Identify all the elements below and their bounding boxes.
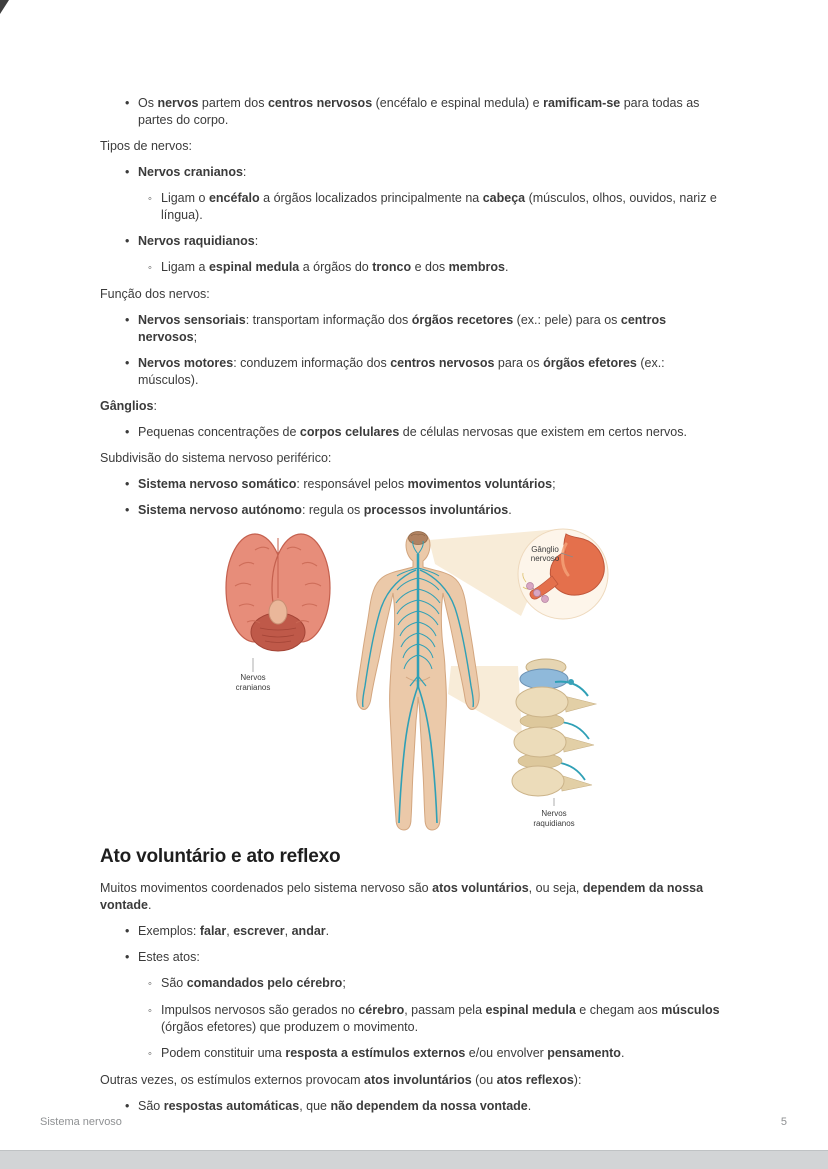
text-run-bold: cabeça xyxy=(482,191,526,205)
text-run: ): xyxy=(573,1073,582,1087)
text-run-bold: membros xyxy=(448,260,505,274)
list-item xyxy=(100,355,728,389)
bullet-icon xyxy=(125,949,138,966)
text-run-bold: Gânglios xyxy=(100,399,154,413)
spinous-process xyxy=(560,775,592,791)
paragraph xyxy=(100,398,728,415)
text-run: para os xyxy=(494,356,544,370)
ganglion-node xyxy=(534,590,541,597)
list-item xyxy=(100,164,728,181)
list-item-text xyxy=(138,233,728,250)
text-run-bold: tronco xyxy=(372,260,412,274)
brain-illustration xyxy=(226,534,330,692)
vertebra-body xyxy=(512,766,564,796)
text-run-bold: músculos xyxy=(661,1003,720,1017)
text-run: partem dos xyxy=(198,96,268,110)
nervous-system-figure xyxy=(215,528,645,834)
footer-document-title: Sistema nervoso xyxy=(40,1116,122,1128)
text-run: . xyxy=(504,260,509,274)
circle-bullet-icon xyxy=(148,190,161,208)
text-run: : transportam informação dos xyxy=(245,313,412,327)
text-run: , passam pela xyxy=(404,1003,486,1017)
text-run: Outras vezes, os estímulos externos provocam xyxy=(100,1073,364,1087)
list-item xyxy=(100,312,728,346)
text-run-bold: Nervos sensoriais xyxy=(138,313,246,327)
text-run: : xyxy=(254,234,259,248)
text-run-bold: escrever xyxy=(233,924,285,938)
text-run: . xyxy=(527,1099,532,1113)
bullet-icon xyxy=(125,233,138,250)
viewer-background-strip xyxy=(0,1150,828,1169)
text-run: (encéfalo e espinal medula) e xyxy=(372,96,544,110)
text-run-bold: corpos celulares xyxy=(299,425,400,439)
text-run: Os xyxy=(138,96,158,110)
text-run: : xyxy=(242,165,247,179)
text-run: São xyxy=(161,976,187,990)
text-run: . xyxy=(147,898,152,912)
spinal-ganglion-knob xyxy=(568,679,574,685)
text-run: Podem constituir uma xyxy=(161,1046,286,1060)
text-run-bold: Nervos raquidianos xyxy=(138,234,255,248)
list-item xyxy=(100,923,728,940)
paragraph xyxy=(100,1072,728,1089)
paragraph xyxy=(100,880,728,914)
list-item-text: Estes atos: xyxy=(138,950,200,964)
ganglion-node xyxy=(527,583,534,590)
ganglion-callout xyxy=(518,529,608,619)
text-run: . xyxy=(620,1046,625,1060)
list-item-text xyxy=(138,923,728,940)
text-run-bold: atos reflexos xyxy=(496,1073,574,1087)
bullet-icon xyxy=(125,502,138,519)
text-run: ; xyxy=(552,477,556,491)
list-item xyxy=(100,190,728,224)
list-item xyxy=(100,1098,728,1115)
section-heading: Ato voluntário e ato reflexo xyxy=(100,846,341,867)
list-item xyxy=(100,502,728,519)
bullet-icon xyxy=(125,923,138,940)
text-run-bold: falar xyxy=(199,924,227,938)
text-run-bold: ramificam-se xyxy=(543,96,621,110)
page-footer xyxy=(40,1116,787,1128)
text-run-bold: espinal medula xyxy=(208,260,300,274)
text-run: Ligam a xyxy=(161,260,209,274)
text-run-bold: Nervos cranianos xyxy=(138,165,243,179)
text-run-bold: movimentos voluntários xyxy=(407,477,553,491)
list-item xyxy=(100,1045,728,1063)
text-run-bold: andar xyxy=(291,924,326,938)
list-item-text xyxy=(138,164,728,181)
text-run: de células nervosas que existem em certos nervos. xyxy=(399,425,687,439)
list-item-text xyxy=(161,1045,728,1062)
ganglion-label: Gânglio xyxy=(531,545,559,554)
text-run-bold: centros nervosos xyxy=(390,356,495,370)
ganglion-label: nervoso xyxy=(530,554,560,563)
vertebra-body xyxy=(514,727,566,757)
list-item-text xyxy=(138,95,728,129)
text-run-bold: dependem da nossa vontade xyxy=(100,881,704,912)
bullet-icon xyxy=(125,164,138,181)
text-run: e/ou envolver xyxy=(465,1046,548,1060)
vertebrae-label: raquidianos xyxy=(533,819,575,828)
vertebra-body xyxy=(516,687,568,717)
text-run-bold: não dependem da nossa vontade xyxy=(330,1099,528,1113)
text-run: (órgãos efetores) que produzem o movimento. xyxy=(161,1020,419,1034)
brain-label: cranianos xyxy=(235,683,271,692)
bullet-icon xyxy=(125,355,138,372)
text-run: Muitos movimentos coordenados pelo sistema nervoso são xyxy=(100,881,433,895)
bullet-icon xyxy=(125,424,138,441)
vertebrae-illustration xyxy=(512,659,596,828)
text-run: Impulsos nervosos são gerados no xyxy=(161,1003,359,1017)
text-run-bold: espinal medula xyxy=(485,1003,576,1017)
bullet-icon xyxy=(125,312,138,329)
list-item-text xyxy=(138,424,728,441)
list-item-text xyxy=(161,190,728,224)
nervous-system-illustration xyxy=(215,528,645,834)
list-item xyxy=(100,95,728,129)
bullet-icon xyxy=(125,476,138,493)
list-item xyxy=(100,259,728,277)
text-run-bold: cérebro xyxy=(358,1003,405,1017)
bullet-icon xyxy=(125,95,138,112)
text-run: : conduzem informação dos xyxy=(233,356,391,370)
text-run: a órgãos do xyxy=(299,260,373,274)
list-item xyxy=(100,476,728,493)
exposed-brain xyxy=(409,532,428,545)
text-run-bold: atos involuntários xyxy=(364,1073,472,1087)
brainstem xyxy=(269,600,287,624)
spinous-process xyxy=(564,696,596,712)
text-run-bold: comandados pelo cérebro xyxy=(186,976,343,990)
text-run-bold: centros nervosos xyxy=(138,313,667,344)
text-run: Ligam o xyxy=(161,191,209,205)
page-number: 5 xyxy=(780,1116,787,1128)
text-run-bold: centros nervosos xyxy=(267,96,373,110)
text-run: , que xyxy=(299,1099,331,1113)
bullet-icon xyxy=(125,1098,138,1115)
list-item-text xyxy=(161,975,728,992)
ganglion-node xyxy=(542,596,549,603)
text-run-bold: respostas automáticas xyxy=(163,1099,300,1113)
text-run: Exemplos: xyxy=(138,924,200,938)
brain-label: Nervos xyxy=(240,673,266,682)
list-item xyxy=(100,233,728,250)
circle-bullet-icon xyxy=(148,1045,161,1063)
text-run: (ou xyxy=(471,1073,497,1087)
text-run-bold: nervos xyxy=(157,96,199,110)
text-run-bold: Sistema nervoso somático xyxy=(138,477,297,491)
text-run: para todas as partes do corpo. xyxy=(138,96,700,127)
paragraph: Função dos nervos: xyxy=(100,287,210,301)
list-item xyxy=(100,424,728,441)
text-run: (ex.: pele) para os xyxy=(513,313,621,327)
text-run: . xyxy=(508,503,512,517)
text-run-bold: pensamento xyxy=(547,1046,621,1060)
text-run: e chegam aos xyxy=(575,1003,662,1017)
text-run-bold: Sistema nervoso autónomo xyxy=(138,503,302,517)
paragraph: Tipos de nervos: xyxy=(100,139,192,153)
list-item-text xyxy=(138,1098,728,1115)
text-run-bold: Nervos motores xyxy=(138,356,234,370)
text-run: e dos xyxy=(411,260,449,274)
text-run-bold: órgãos efetores xyxy=(543,356,637,370)
text-run-bold: atos voluntários xyxy=(432,881,529,895)
text-run-bold: encéfalo xyxy=(208,191,260,205)
text-run: São xyxy=(138,1099,164,1113)
text-run: (ex.: músculos). xyxy=(138,356,665,387)
vertebrae-label: Nervos xyxy=(541,809,567,818)
callout-cone-vertebrae xyxy=(448,666,522,736)
text-run: : responsável pelos xyxy=(296,477,408,491)
list-item-text xyxy=(138,355,728,389)
text-run: . xyxy=(325,924,330,938)
text-run-bold: órgãos recetores xyxy=(411,313,514,327)
circle-bullet-icon xyxy=(148,259,161,277)
paragraph: Subdivisão do sistema nervoso periférico: xyxy=(100,451,332,465)
list-item xyxy=(100,975,728,993)
circle-bullet-icon xyxy=(148,975,161,993)
circle-bullet-icon xyxy=(148,1002,161,1020)
text-run: a órgãos localizados principalmente na xyxy=(259,191,483,205)
text-run: , xyxy=(284,924,292,938)
text-run-bold: resposta a estímulos externos xyxy=(285,1046,466,1060)
text-run: (músculos, olhos, ouvidos, nariz e língua). xyxy=(161,191,717,222)
text-run: Pequenas concentrações de xyxy=(138,425,300,439)
list-item-text xyxy=(138,312,728,346)
list-item xyxy=(100,949,728,966)
text-run: , ou seja, xyxy=(528,881,583,895)
list-item-text xyxy=(138,476,728,493)
text-run: ; xyxy=(193,330,198,344)
list-item-text xyxy=(138,502,728,519)
text-run: : xyxy=(153,399,157,413)
list-item xyxy=(100,1002,728,1036)
intervertebral-disc-blue xyxy=(520,669,568,689)
text-run-bold: processos involuntários xyxy=(363,503,509,517)
list-item-text xyxy=(161,1002,728,1036)
list-item-text xyxy=(161,259,728,276)
text-run: : regula os xyxy=(301,503,364,517)
text-run: ; xyxy=(342,976,346,990)
text-run: , xyxy=(226,924,234,938)
